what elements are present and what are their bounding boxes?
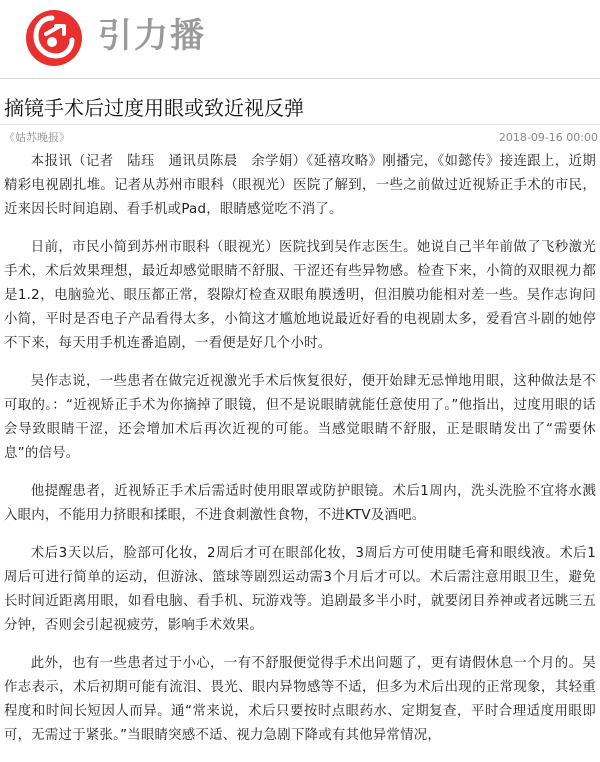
brand-name: 引力播 <box>98 16 206 56</box>
site-header <box>0 0 600 80</box>
article-paragraph: 他提醒患者，近视矫正手术后需适时使用眼罩或防护眼镜。术后1周内，洗头洗脸不宜将水溅入眼内，不能用力挤眼和揉眼，不进食刺激性食物，不进KTV及酒吧。 <box>4 484 596 523</box>
article-title: 摘镜手术后过度用眼或致近视反弹 <box>4 96 304 120</box>
article-paragraph: 术后3天以后，脸部可化妆，2周后才可在眼部化妆，3周后方可使用睫毛膏和眼线液。术后1周后可进行简单的运动，但游泳、篮球等剧烈运动需3个月后才可以。术后需注意用眼卫生，避免长时间近距离用眼，如看电脑、看手机、玩游戏等。追剧最多半小时，就要闭目养神或者远眺三五分钟，否则会引起视疲劳，影响手术效果。 <box>4 546 596 633</box>
article-paragraph: 日前，市民小简到苏州市眼科（眼视光）医院找到吴作志医生。她说自己半年前做了飞秒激光手术，术后效果理想，最近却感觉眼睛不舒服、干涩还有些异物感。检查下来，小简的双眼视力都是1.2，电脑验光、眼压都正常，裂隙灯检查双眼角膜透明，但泪膜功能相对差一些。吴作志询问小简，平时是否电子产品看得太多，小简这才尴尬地说最近好看的电视剧太多，爱看宫斗剧的她停不下来，每天用手机连番追剧，一看便是好几个小时。 <box>4 240 596 351</box>
article-body <box>4 150 596 762</box>
yinliqbo-logo-icon[interactable] <box>22 4 86 68</box>
article-paragraph: 此外，也有一些患者过于小心，一有不舒服便觉得手术出问题了，更有请假休息一个月的。吴作志表示，术后初期可能有流泪、畏光、眼内异物感等不适，但多为术后出现的正常现象，其轻重程度和时间长短因人而异。通“常来说，术后只要按时点眼药水、定期复查，平时合理适度用眼即可，无需过于紧张。”当眼睛突感不适、视力急剧下降或有其他异常情况， <box>4 656 596 743</box>
title-divider <box>0 124 600 125</box>
header-divider <box>0 78 600 79</box>
article-source: 《姑苏晚报》 <box>4 131 70 144</box>
article-paragraph: 本报讯（记者 陆珏 通讯员陈晨 余学娟）《延禧攻略》刚播完，《如懿传》接连跟上，近期精彩电视剧扎堆。记者从苏州市眼科（眼视光）医院了解到，一些之前做过近视矫正手术的市民，近来因长时间追剧、看手机或Pad，眼睛感觉吃不消了。 <box>4 154 596 217</box>
article-date: 2018-09-16 00:00 <box>498 131 598 144</box>
article-paragraph: 吴作志说，一些患者在做完近视激光手术后恢复很好，便开始肆无忌惮地用眼，这种做法是不可取的。：“近视矫正手术为你摘掉了眼镜，但不是说眼睛就能任意使用了。”他指出，过度用眼的话会导致眼睛干涩，还会增加术后再次近视的可能。当感觉眼睛不舒服，正是眼睛发出了“需要休息”的信号。 <box>4 374 596 461</box>
